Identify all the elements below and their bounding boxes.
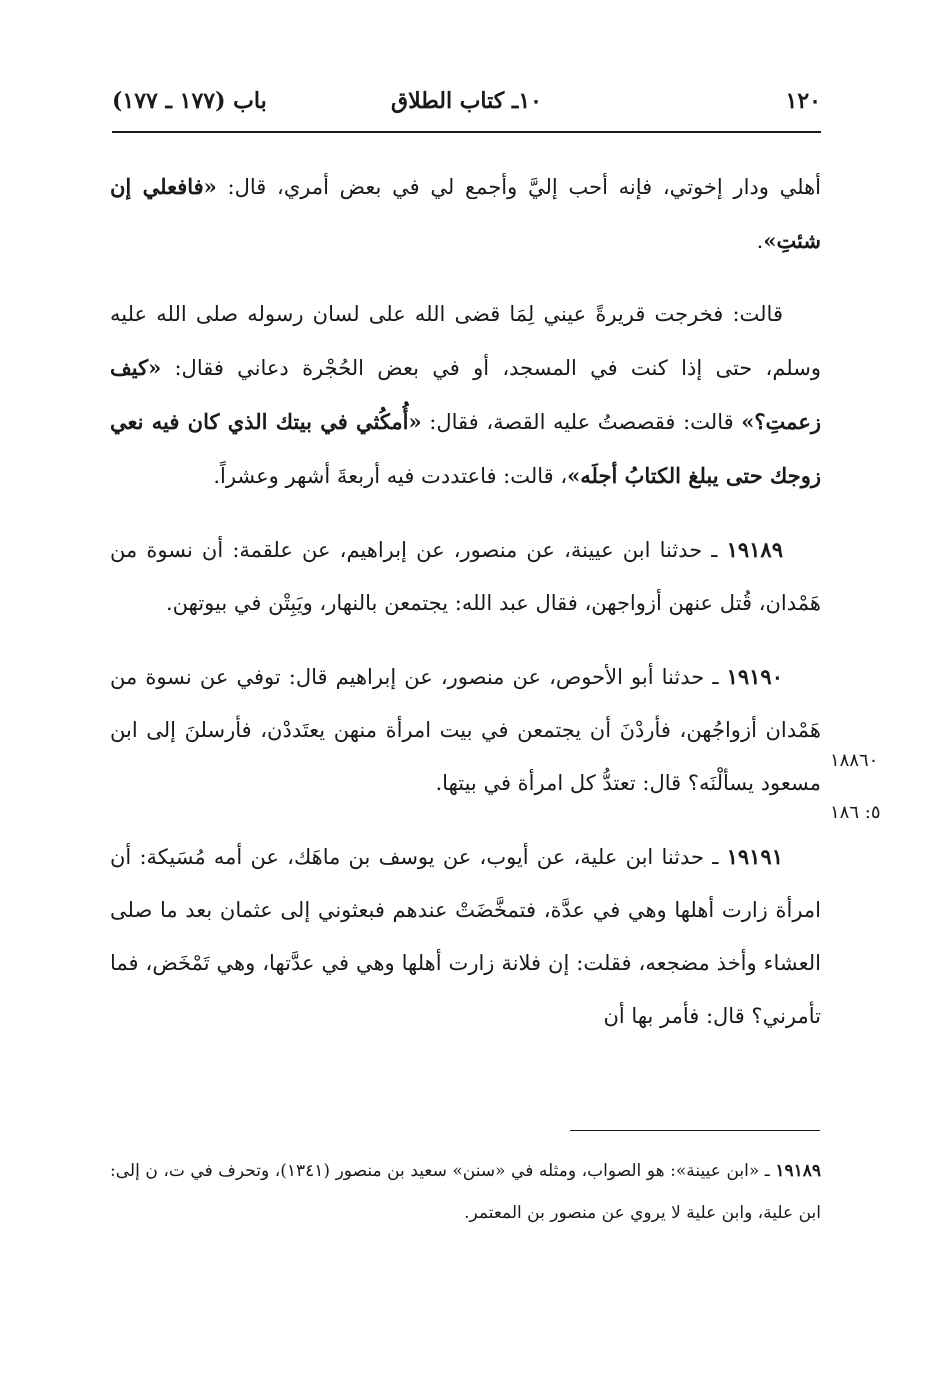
- text-segment: أهلي ودار إخوتي، فإنه أحب إليَّ وأجمع لي في بعض أمري، قال:: [216, 175, 821, 199]
- prophetic-quote: «فافعلي إن شئتِ»: [110, 174, 821, 253]
- footnote-number: ١٩١٨٩: [775, 1161, 821, 1181]
- running-header: [112, 88, 821, 122]
- text-segment: .: [756, 229, 764, 253]
- hadith-19191: [110, 830, 821, 1043]
- book-title: ١٠ـ كتاب الطلاق: [391, 88, 542, 114]
- paragraph-continuation: [110, 160, 821, 268]
- hadith-text: ـ حدثنا ابن علية، عن أيوب، عن يوسف بن ماهَك، عن أمه مُسَيكة: أن امرأة زارت أهلها وهي في عدَّة، فتمخَّضَتْ عندهم فبعثوني إلى عثمان بعد ما صلى العشاء وأخذ مضجعه، فقلت: إن فلانة زارت أهلها وهي في عدَّتها، وهي تَمْخَض، فما تأمرني؟ قال: فأمر بها أن: [110, 845, 821, 1028]
- paragraph-narration: [110, 288, 821, 503]
- page-number: ١٢٠: [785, 88, 821, 114]
- margin-reference-1: ١٨٨٦٠: [830, 750, 879, 771]
- hadith-text: ـ حدثنا أبو الأحوص، عن منصور، عن إبراهيم قال: توفي عن نسوة من هَمْدان أزواجُهن، فأردْنَ أن يجتمعن في بيت امرأة منهن يعتَددْن، فأرسلنَ إلى ابن مسعود يسألْنَه؟ قال: تعتدُّ كل امرأة في بيتها.: [110, 665, 821, 795]
- footnote: [110, 1150, 821, 1234]
- text-segment: ، قالت: فاعتددت فيه أربعةَ أشهر وعشراً.: [213, 464, 568, 488]
- header-rule: [112, 131, 821, 133]
- main-text: [110, 160, 821, 1063]
- footnote-rule: [570, 1130, 820, 1131]
- footnote-text: ـ «ابن عيينة»: هو الصواب، ومثله في «سنن» سعيد بن منصور (١٣٤١)، وتحرف في ت، ن إلى: ابن علية، وابن علية لا يروي عن منصور بن المعتمر.: [110, 1161, 821, 1223]
- prophetic-quote: «كيف زعمتِ؟»: [110, 355, 821, 434]
- hadith-19189: [110, 523, 821, 630]
- hadith-number: ١٩١٩٠: [726, 664, 783, 689]
- margin-reference-2: ٥: ١٨٦: [830, 802, 881, 823]
- chapter-range: باب (١٧٧ ـ ١٧٧): [112, 88, 267, 114]
- hadith-number: ١٩١٨٩: [726, 537, 783, 562]
- hadith-text: ـ حدثنا ابن عيينة، عن منصور، عن إبراهيم، عن علقمة: أن نسوة من هَمْدان، قُتل عنهن أزواجهن، فقال عبد الله: يجتمعن بالنهار، ويَبِتْن في بيوتهن.: [110, 538, 821, 615]
- hadith-number: ١٩١٩١: [726, 844, 783, 869]
- prophetic-quote: «أُمكُثي في بيتك الذي كان فيه نعي زوجك حتى يبلغ الكتابُ أجلَه»: [110, 409, 821, 488]
- hadith-19190: [110, 650, 821, 810]
- text-segment: قالت: فخرجت قريرةً عيني لِمَا قضى الله على لسان رسوله صلى الله عليه وسلم، حتى إذا كنت في المسجد، أو في بعض الحُجْرة دعاني فقال:: [110, 302, 821, 380]
- text-segment: قالت: فقصصتُ عليه القصة، فقال:: [421, 410, 742, 434]
